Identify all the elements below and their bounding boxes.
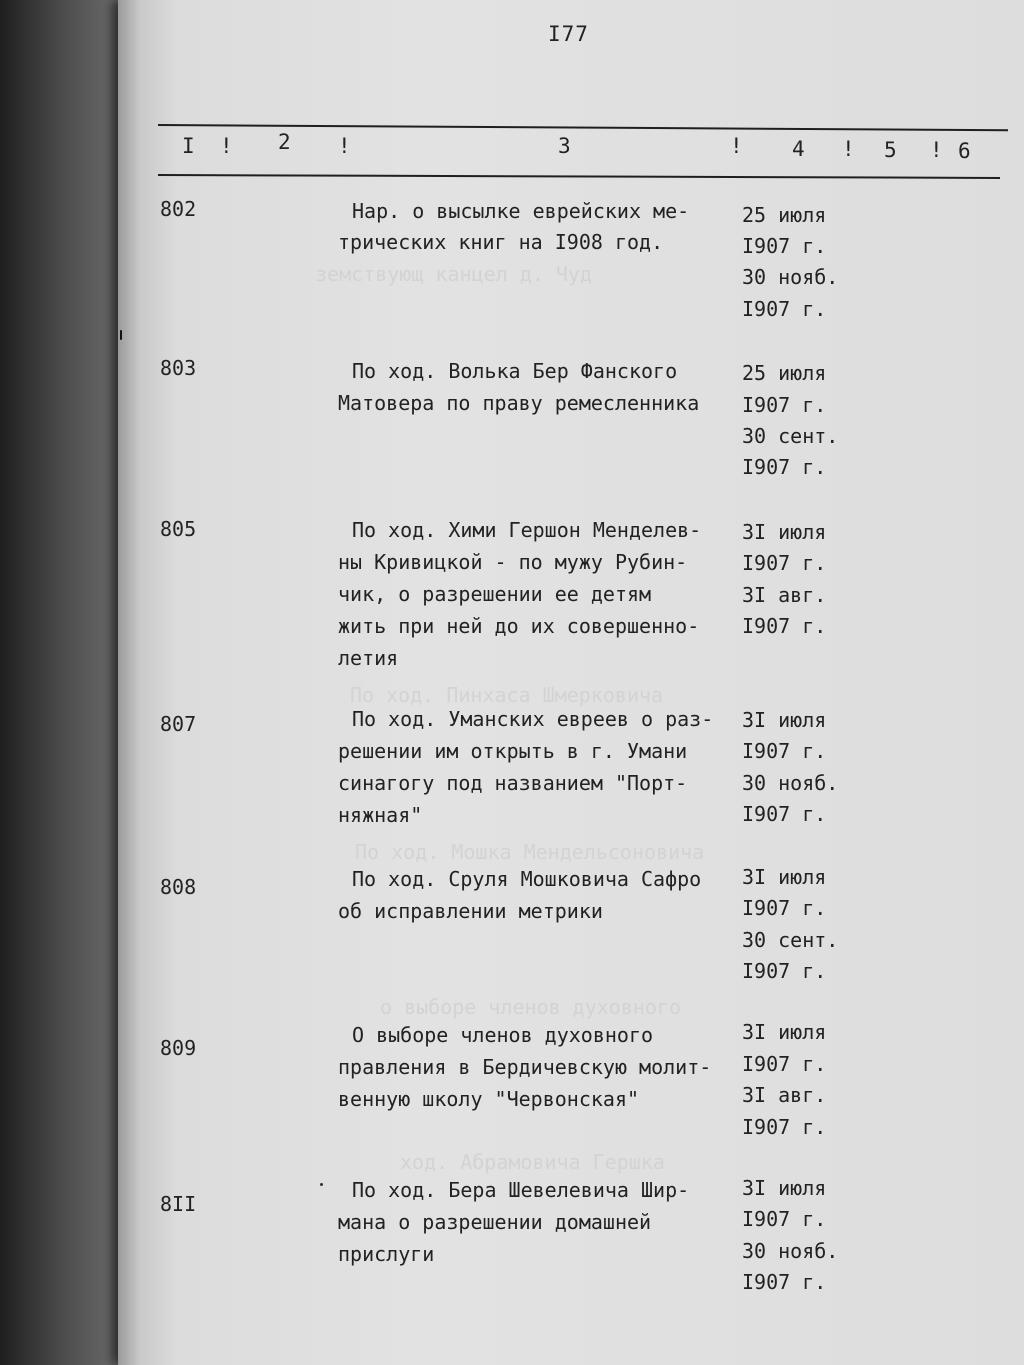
entry-line: По ход. Волька Бер Фанского (352, 359, 678, 383)
column-separator: ! (220, 134, 233, 158)
entry-line: Нар. о высылке еврейских ме- (352, 199, 690, 223)
column-separator: ! (930, 138, 943, 162)
entry-number: 807 (160, 712, 197, 736)
page-number: I77 (548, 22, 589, 46)
entry-line: По ход. Хими Гершон Менделев- (352, 518, 702, 542)
column-header-5: 5 (884, 138, 897, 162)
entry-date: I907 г. (742, 802, 827, 826)
entry-date: 30 нояб. (742, 1239, 839, 1263)
entry-line: прислуги (338, 1242, 435, 1266)
entry-date: I907 г. (742, 234, 827, 258)
column-header-4: 4 (792, 137, 805, 161)
entry-date: 30 нояб. (742, 265, 839, 289)
entry-date: 3I июля (742, 1176, 827, 1200)
bleed-through-text: По ход. Мошка Мендельсоновича (355, 840, 705, 864)
entry-line: О выборе членов духовного (352, 1023, 654, 1047)
entry-date: 25 июля (742, 203, 827, 227)
bleed-through-text: о выборе членов духовного (380, 995, 682, 1019)
entry-number: 805 (160, 517, 197, 541)
entry-line: ны Кривицкой - по мужу Рубин- (338, 550, 688, 574)
entry-line: решении им открыть в г. Умани (338, 739, 688, 763)
entry-date: I907 г. (742, 1052, 827, 1076)
entry-date: 30 нояб. (742, 771, 839, 795)
entry-line: об исправлении метрики (338, 899, 603, 923)
entry-date: I907 г. (742, 739, 827, 763)
binding-gutter (0, 0, 118, 1365)
entry-line: По ход. Уманских евреев о раз- (352, 707, 714, 731)
entry-line: правления в Бердичевскую молит- (338, 1055, 712, 1079)
entry-line: По ход. Сруля Мошковича Сафро (352, 867, 702, 891)
entry-line: трических книг на I908 год. (338, 230, 664, 254)
column-header-1: I (182, 134, 195, 158)
entry-date: 3I июля (742, 520, 827, 544)
column-separator: ! (842, 137, 855, 161)
entry-date: I907 г. (742, 455, 827, 479)
entry-date: I907 г. (742, 896, 827, 920)
entry-date: I907 г. (742, 614, 827, 638)
entry-line: Матовера по праву ремесленника (338, 391, 700, 415)
entry-date: 3I авг. (742, 1083, 827, 1107)
paper-speck (320, 1183, 323, 1186)
entry-line: няжная" (338, 803, 423, 827)
entry-number: 808 (160, 875, 197, 899)
entry-line: венную школу "Червонская" (338, 1087, 640, 1111)
entry-date: 3I июля (742, 865, 827, 889)
column-header-6: 6 (958, 139, 971, 163)
entry-date: I907 г. (742, 297, 827, 321)
entry-date: 3I авг. (742, 583, 827, 607)
entry-line: чик, о разрешении ее детям (338, 582, 652, 606)
entry-number: 8II (160, 1192, 197, 1216)
column-separator: ! (730, 134, 743, 158)
entry-date: 3I июля (742, 1020, 827, 1044)
entry-line: жить при ней до их совершенно- (338, 614, 700, 638)
entry-date: 25 июля (742, 361, 827, 385)
entry-date: I907 г. (742, 1207, 827, 1231)
entry-date: I907 г. (742, 1270, 827, 1294)
entry-line: летия (338, 646, 399, 670)
entry-line: мана о разрешении домашней (338, 1210, 652, 1234)
bleed-through-text: земствующ канцел д. Чуд (315, 262, 592, 286)
entry-date: I907 г. (742, 393, 827, 417)
bleed-through-text: ход. Абрамовича Гершка (400, 1150, 665, 1174)
column-header-2: 2 (278, 130, 291, 154)
column-separator: ! (338, 134, 351, 158)
entry-number: 809 (160, 1036, 197, 1060)
entry-date: 30 сент. (742, 928, 839, 952)
bleed-through-text: По ход. Пинхаса Шмерковича (350, 683, 664, 707)
entry-number: 803 (160, 356, 197, 380)
entry-date: I907 г. (742, 551, 827, 575)
entry-date: I907 г. (742, 959, 827, 983)
paper-speck (120, 330, 122, 340)
entry-date: I907 г. (742, 1115, 827, 1139)
entry-date: 30 сент. (742, 424, 839, 448)
entry-date: 3I июля (742, 708, 827, 732)
entry-line: По ход. Бера Шевелевича Шир- (352, 1178, 690, 1202)
column-header-3: 3 (558, 134, 571, 158)
entry-number: 802 (160, 197, 197, 221)
entry-line: синагогу под названием "Порт- (338, 771, 688, 795)
